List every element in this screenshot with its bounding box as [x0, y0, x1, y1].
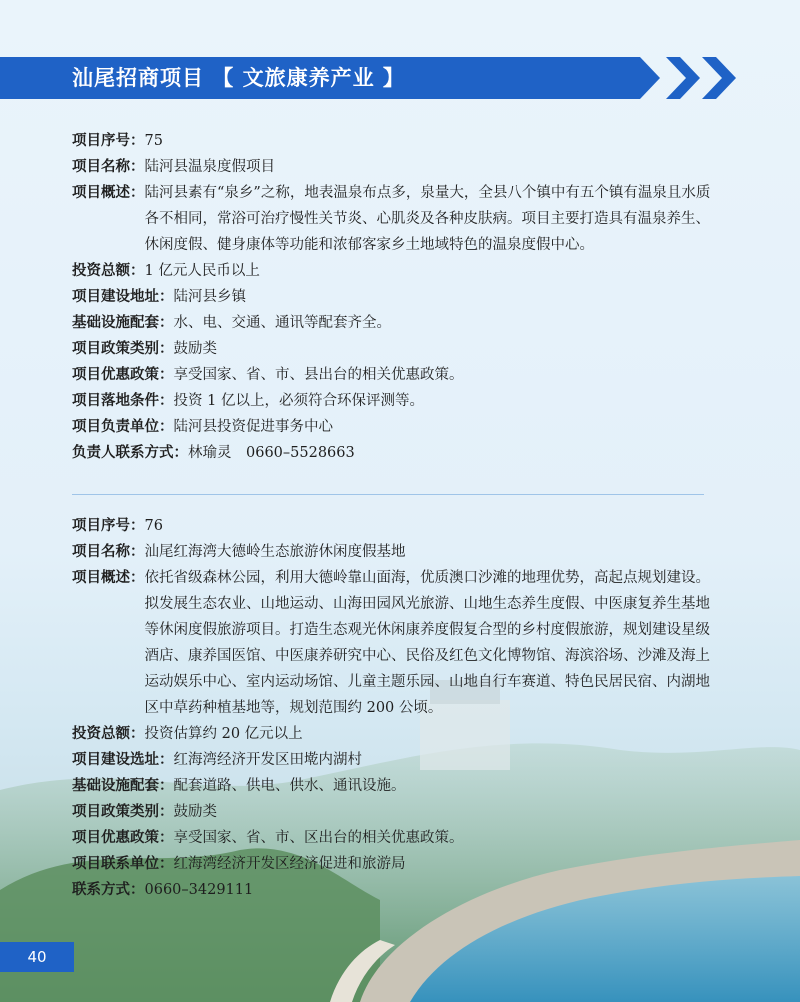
project-75: [72, 128, 712, 466]
section-divider: [72, 494, 704, 495]
project-field: [72, 799, 712, 825]
project-field: [72, 388, 712, 414]
page-number: 40: [0, 942, 74, 972]
field-value: 依托省级森林公园，利用大德岭靠山面海，优质澳口沙滩的地理优势，高起点规划建设。拟发展生态农业、山地运动、山海田园风光旅游、山地生态养生度假、中医康复养生基地等休闲度假旅游项目。打造生态观光休闲康养度假复合型的乡村度假旅游，规划建设星级酒店、康养国医馆、中医康养研究中心、民俗及红色文化博物馆、海滨浴场、沙滩及海上运动娱乐中心、室内运动场馆、儿童主题乐园、山地自行车赛道、特色民居民宿、内湖地区中草药种植基地等，规划范围约 200 公顷。: [144, 570, 710, 716]
field-value: 红海湾经济开发区经济促进和旅游局: [173, 856, 406, 872]
field-label: 项目建设地址：: [72, 289, 174, 305]
field-label: 项目建设选址：: [72, 752, 174, 768]
field-label: 项目概述：: [72, 570, 145, 586]
project-field: [72, 310, 712, 336]
field-label: 项目负责单位：: [72, 419, 174, 435]
field-value: 汕尾红海湾大德岭生态旅游休闲度假基地: [144, 544, 406, 560]
field-value: 配套道路、供电、供水、通讯设施。: [173, 778, 406, 794]
project-field: [72, 513, 712, 539]
project-field: [72, 362, 712, 388]
field-value: 投资估算约 20 亿元以上: [144, 726, 303, 742]
project-field: [72, 284, 712, 310]
field-value: 鼓励类: [173, 341, 217, 357]
project-field: [72, 877, 712, 903]
project-field: [72, 414, 712, 440]
field-label: 负责人联系方式：: [72, 445, 188, 461]
project-list-2: [72, 513, 712, 903]
field-label: 项目名称：: [72, 159, 145, 175]
project-list: [72, 124, 712, 466]
field-value: 投资 1 亿以上，必须符合环保评测等。: [173, 393, 424, 409]
project-field: [72, 440, 712, 466]
project-field: [72, 851, 712, 877]
project-field: [72, 539, 712, 565]
field-value: 陆河县投资促进事务中心: [173, 419, 333, 435]
field-value: 陆河县温泉度假项目: [144, 159, 275, 175]
field-label: 项目序号：: [72, 133, 145, 149]
project-field: [72, 825, 712, 851]
field-value: 红海湾经济开发区田墘内湖村: [173, 752, 362, 768]
field-value: 享受国家、省、市、区出台的相关优惠政策。: [173, 830, 464, 846]
field-label: 基础设施配套：: [72, 778, 174, 794]
project-field: [72, 721, 712, 747]
field-value: 林瑜灵 0660–5528663: [188, 445, 355, 461]
field-label: 投资总额：: [72, 726, 145, 742]
field-value: 0660–3429111: [144, 882, 254, 898]
project-field: [72, 336, 712, 362]
project-field: [72, 180, 712, 258]
field-label: 项目政策类别：: [72, 341, 174, 357]
project-field: [72, 128, 712, 154]
field-value: 1 亿元人民币以上: [144, 263, 260, 279]
field-label: 项目政策类别：: [72, 804, 174, 820]
field-label: 项目优惠政策：: [72, 830, 174, 846]
project-field: [72, 258, 712, 284]
page-title: 汕尾招商项目 【 文旅康养产业 】: [72, 66, 405, 90]
field-label: 项目优惠政策：: [72, 367, 174, 383]
field-label: 项目落地条件：: [72, 393, 174, 409]
project-76: [72, 513, 712, 903]
field-label: 联系方式：: [72, 882, 145, 898]
project-field: [72, 565, 712, 721]
field-value: 陆河县素有“泉乡”之称，地表温泉布点多，泉量大，全县八个镇中有五个镇有温泉且水质各不相同，常浴可治疗慢性关节炎、心肌炎及各种皮肤病。项目主要打造具有温泉养生、休闲度假、健身康体等功能和浓郁客家乡土地域特色的温泉度假中心。: [144, 185, 711, 253]
field-label: 项目概述：: [72, 185, 145, 201]
field-label: 项目联系单位：: [72, 856, 174, 872]
field-label: 项目名称：: [72, 544, 145, 560]
field-value: 76: [144, 518, 163, 534]
project-field: [72, 773, 712, 799]
field-label: 投资总额：: [72, 263, 145, 279]
field-value: 水、电、交通、通讯等配套齐全。: [173, 315, 391, 331]
field-value: 陆河县乡镇: [173, 289, 246, 305]
project-field: [72, 747, 712, 773]
field-value: 75: [144, 133, 163, 149]
field-label: 基础设施配套：: [72, 315, 174, 331]
field-value: 鼓励类: [173, 804, 217, 820]
project-field: [72, 154, 712, 180]
field-label: 项目序号：: [72, 518, 145, 534]
field-value: 享受国家、省、市、县出台的相关优惠政策。: [173, 367, 464, 383]
